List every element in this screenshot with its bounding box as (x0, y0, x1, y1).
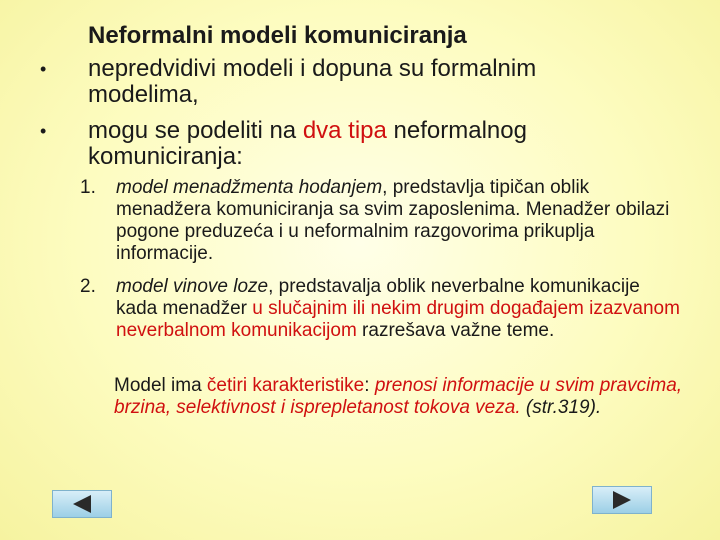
triangle-left-icon (73, 495, 91, 513)
list-number: 1. (80, 177, 96, 198)
page-reference: (str.319). (520, 397, 602, 418)
list-number: 2. (80, 276, 96, 297)
slide-title: Neformalni modeli komuniciranja (88, 22, 467, 49)
highlight-text: u slučajnim ili nekim drugim događajem izazvanom neverbalnom komunikacijom (116, 298, 680, 341)
note-text: Model ima (114, 375, 207, 396)
triangle-right-icon (613, 491, 631, 509)
list-item-text (116, 177, 686, 265)
bullet-text-part: neformalnog komuniciranja: (88, 117, 527, 170)
bullet-text (88, 118, 648, 170)
model-note-text (114, 375, 684, 419)
note-text: : (364, 375, 375, 396)
term-text: model vinove loze (116, 276, 269, 297)
term-text: model menadžmenta hodanjem (116, 177, 383, 198)
list-item-text (116, 276, 686, 342)
bullet-text-part: mogu se podeliti na (88, 117, 303, 144)
characteristics-text: prenosi informacije u svim pravcima, brzina, selektivnost i isprepletanost tokova veza. (114, 375, 683, 418)
description-text: , predstavalja oblik neverbalne komunikacije kada menadžer (116, 276, 640, 319)
description-text: , predstavlja tipičan oblik menadžera komuniciranja sa svim zaposlenima. Menadžer obilazi pogone preduzeća i u neformalnim razgovorima prikuplja informacije. (116, 177, 670, 264)
previous-slide-button[interactable] (52, 490, 112, 518)
bullet-icon: • (40, 121, 47, 141)
bullet-text: nepredvidivi modeli i dopuna su formalnim modelima, (88, 55, 537, 108)
description-text: razrešava važne teme. (356, 320, 555, 341)
highlight-text: dva tipa (302, 117, 387, 144)
next-slide-button[interactable] (592, 486, 652, 514)
highlight-text: četiri karakteristike (206, 375, 365, 396)
bullet-icon: • (40, 59, 47, 79)
